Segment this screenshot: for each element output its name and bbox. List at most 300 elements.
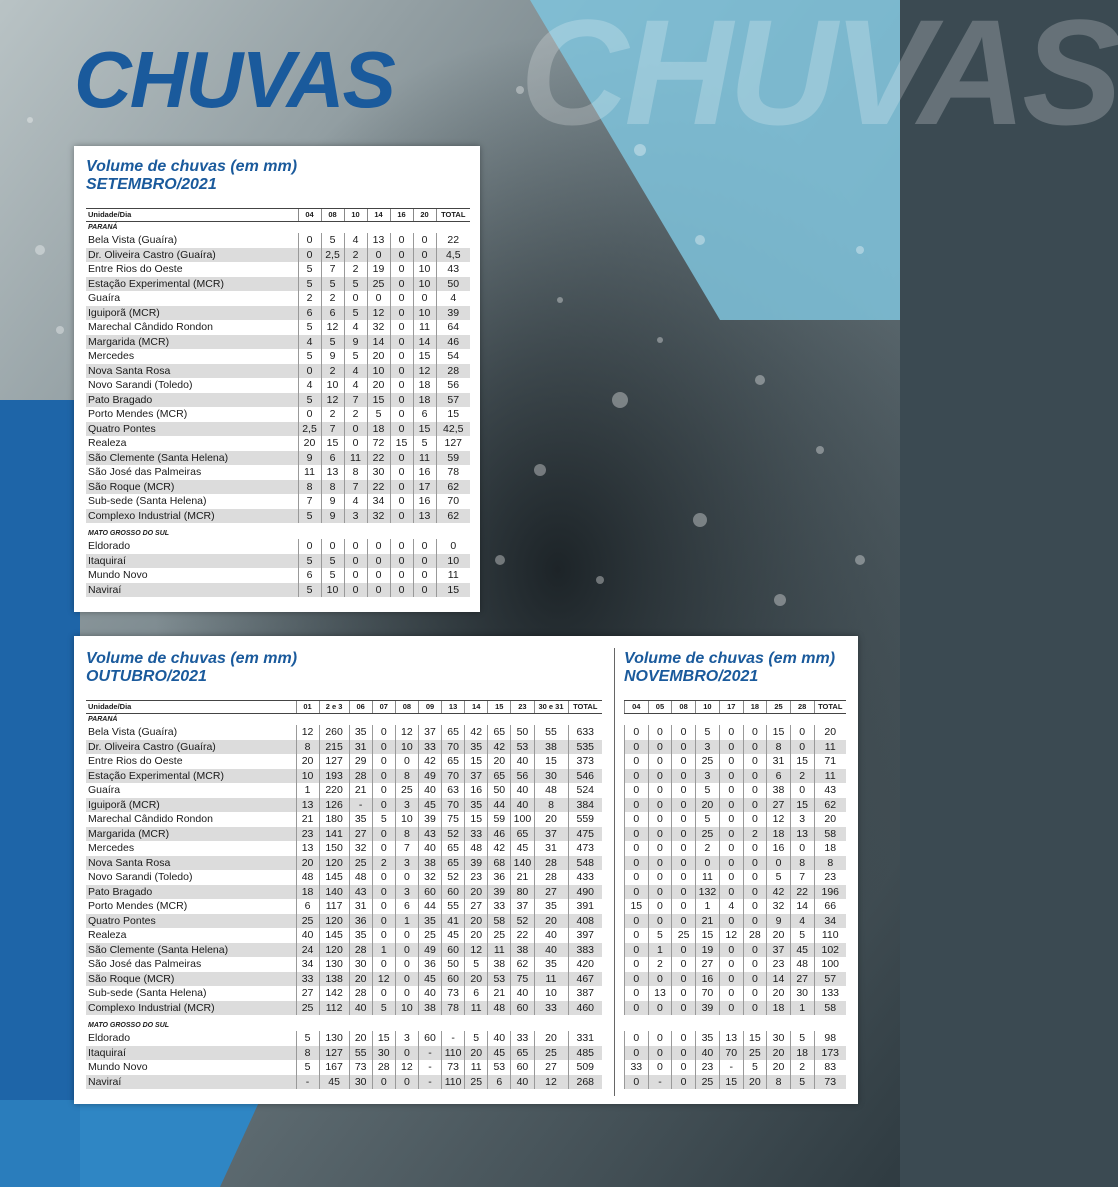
rain-value: 7 — [321, 422, 344, 437]
rain-value: 20 — [296, 754, 319, 769]
rain-value: 15 — [790, 754, 814, 769]
rain-value: 14 — [790, 899, 814, 914]
rain-value: 68 — [488, 856, 511, 871]
rain-value: 0 — [390, 262, 413, 277]
rain-value: 73 — [814, 1075, 846, 1090]
rain-value: 11 — [413, 451, 436, 466]
table-row — [86, 349, 470, 364]
section-header — [86, 528, 470, 539]
rain-value: 9 — [344, 335, 367, 350]
rain-value: 0 — [719, 812, 743, 827]
rain-value: 12 — [719, 928, 743, 943]
table-row — [625, 754, 847, 769]
table-row — [625, 986, 847, 1001]
table-row — [86, 783, 602, 798]
rain-value: 2 — [743, 827, 767, 842]
rain-value: 0 — [372, 725, 395, 740]
rain-value: 0 — [648, 885, 672, 900]
rain-value: 467 — [568, 972, 602, 987]
rain-value: 0 — [743, 783, 767, 798]
unit-name: Mundo Novo — [88, 1061, 148, 1073]
unit-name: São Roque (MCR) — [86, 972, 296, 987]
table-row — [86, 364, 470, 379]
column-header: 15 — [488, 701, 511, 714]
rain-value: 52 — [442, 870, 465, 885]
rain-value: 60 — [418, 885, 441, 900]
rain-value: 31 — [534, 841, 568, 856]
rain-value: 0 — [648, 783, 672, 798]
unit-name: Realeza — [88, 437, 127, 449]
rain-value: 0 — [625, 812, 649, 827]
rain-value: 10 — [367, 364, 390, 379]
rain-value: 31 — [767, 754, 791, 769]
rain-value: 0 — [648, 1046, 672, 1061]
rain-value: 2 — [790, 769, 814, 784]
rain-value: 1 — [695, 899, 719, 914]
rain-value: 40 — [296, 928, 319, 943]
rain-value: 15 — [695, 928, 719, 943]
rain-value: 132 — [695, 885, 719, 900]
rain-value: 20 — [814, 725, 846, 740]
rain-value: 30 — [349, 1075, 372, 1090]
rain-value: 60 — [418, 1031, 441, 1046]
table-header-row — [86, 701, 602, 714]
rain-value: 2 — [790, 1060, 814, 1075]
table-row — [86, 856, 602, 871]
rain-value: 0 — [625, 841, 649, 856]
rain-value: 20 — [767, 1046, 791, 1061]
rain-value: 42 — [465, 725, 488, 740]
rain-value: 0 — [719, 740, 743, 755]
rain-value: 0 — [672, 870, 696, 885]
unit-name: Complexo Industrial (MCR) — [86, 1001, 296, 1016]
rain-value: 5 — [413, 436, 436, 451]
rain-value: 32 — [418, 870, 441, 885]
rain-value: 25 — [695, 1075, 719, 1090]
rain-value: 140 — [319, 885, 349, 900]
rain-value: 50 — [436, 277, 470, 292]
rain-value: 0 — [625, 943, 649, 958]
rain-value: 0 — [625, 827, 649, 842]
column-header: 14 — [367, 209, 390, 222]
setembro-title — [86, 158, 297, 194]
rain-value: 70 — [695, 986, 719, 1001]
rain-value: 5 — [695, 812, 719, 827]
rain-value: 0 — [672, 798, 696, 813]
rain-value: 10 — [413, 277, 436, 292]
rain-value: 13 — [296, 841, 319, 856]
unit-name: Realeza — [88, 929, 127, 941]
rain-value: 27 — [767, 798, 791, 813]
rain-value: 41 — [442, 914, 465, 929]
rain-value: 38 — [511, 943, 534, 958]
unit-name: Iguiporã (MCR) — [86, 798, 296, 813]
rain-value: 35 — [534, 899, 568, 914]
setembro-table — [86, 208, 470, 597]
table-row — [86, 1031, 602, 1046]
rain-value: 20 — [367, 349, 390, 364]
rain-value: 55 — [349, 1046, 372, 1061]
rain-value: 0 — [672, 943, 696, 958]
rain-value: 40 — [488, 1031, 511, 1046]
rain-value: 6 — [296, 899, 319, 914]
rain-value: 8 — [767, 1075, 791, 1090]
rain-value: 48 — [465, 841, 488, 856]
rain-value: 36 — [418, 957, 441, 972]
rain-value: 268 — [568, 1075, 602, 1090]
rain-value: 21 — [349, 783, 372, 798]
rain-value: 5 — [790, 1031, 814, 1046]
rain-value: 27 — [534, 885, 568, 900]
novembro-title — [624, 650, 835, 686]
rain-value: 25 — [367, 277, 390, 292]
table-row — [625, 856, 847, 871]
rain-value: 4 — [344, 494, 367, 509]
rain-value: 0 — [648, 914, 672, 929]
rain-value: 53 — [488, 1060, 511, 1075]
unit-name: Sub-sede (Santa Helena) — [88, 987, 207, 999]
rain-value: 48 — [790, 957, 814, 972]
rain-value: 48 — [349, 870, 372, 885]
rain-value: 559 — [568, 812, 602, 827]
rain-value: 2,5 — [298, 422, 321, 437]
rain-value: 62 — [511, 957, 534, 972]
rain-value: 39 — [465, 856, 488, 871]
column-header: 08 — [321, 209, 344, 222]
rain-value: 0 — [625, 870, 649, 885]
rain-value: 59 — [436, 451, 470, 466]
rain-value: 117 — [319, 899, 349, 914]
rain-value: 70 — [436, 494, 470, 509]
rain-value: 65 — [511, 1046, 534, 1061]
rain-value: 32 — [367, 320, 390, 335]
rain-value: 7 — [298, 494, 321, 509]
rain-value: 127 — [319, 1046, 349, 1061]
rain-value: 20 — [534, 812, 568, 827]
rain-value: 20 — [465, 928, 488, 943]
rain-value: 32 — [367, 509, 390, 524]
table-row — [86, 436, 470, 451]
rain-value: 0 — [390, 335, 413, 350]
rain-value: 0 — [743, 957, 767, 972]
unit-name: Margarida (MCR) — [86, 335, 298, 350]
rain-value: - — [418, 1075, 441, 1090]
rain-value: 0 — [367, 248, 390, 263]
rain-value: 331 — [568, 1031, 602, 1046]
rain-value: 0 — [390, 407, 413, 422]
rain-value: 37 — [534, 827, 568, 842]
rain-value: 80 — [511, 885, 534, 900]
rain-value: 20 — [767, 1060, 791, 1075]
rain-value: 56 — [511, 769, 534, 784]
rain-value: 0 — [743, 986, 767, 1001]
table-row — [86, 769, 602, 784]
rain-value: 39 — [488, 885, 511, 900]
rain-value: 71 — [814, 754, 846, 769]
rain-value: 0 — [648, 1001, 672, 1016]
rain-value: 0 — [372, 827, 395, 842]
rain-value: 9 — [321, 349, 344, 364]
rain-value: 0 — [372, 754, 395, 769]
rain-value: 20 — [349, 972, 372, 987]
rain-value: 18 — [767, 827, 791, 842]
section-label: MATO GROSSO DO SUL — [88, 530, 170, 537]
rain-value: 0 — [719, 1001, 743, 1016]
rain-value: 0 — [743, 1001, 767, 1016]
rain-value: 33 — [465, 827, 488, 842]
section-header — [625, 714, 847, 726]
rain-value: 0 — [719, 783, 743, 798]
unit-name: Pato Bragado — [86, 885, 296, 900]
rain-value: 9 — [321, 509, 344, 524]
rain-value: 52 — [511, 914, 534, 929]
rain-value: 6 — [321, 451, 344, 466]
rain-value: 15 — [743, 1031, 767, 1046]
rain-value: 62 — [436, 509, 470, 524]
rain-value: 0 — [372, 899, 395, 914]
unit-name: Guaíra — [88, 292, 121, 304]
table-row — [625, 914, 847, 929]
rain-value: 32 — [349, 841, 372, 856]
rain-value: 2 — [321, 291, 344, 306]
rain-value: 60 — [442, 943, 465, 958]
rain-value: 0 — [672, 1060, 696, 1075]
rain-value: 36 — [349, 914, 372, 929]
rain-value: 31 — [349, 740, 372, 755]
rain-value: 524 — [568, 783, 602, 798]
rain-value: 6 — [395, 899, 418, 914]
rain-value: 0 — [743, 972, 767, 987]
rain-value: 0 — [719, 798, 743, 813]
unit-name: Novo Sarandi (Toledo) — [88, 379, 193, 391]
unit-name: São Clemente (Santa Helena) — [86, 943, 296, 958]
rain-value: 7 — [344, 393, 367, 408]
rain-value: 4 — [298, 378, 321, 393]
rain-value: 0 — [390, 539, 413, 554]
rain-value: 167 — [319, 1060, 349, 1075]
rain-value: 3 — [344, 509, 367, 524]
rain-value: 0 — [625, 972, 649, 987]
rain-value: 20 — [465, 885, 488, 900]
rain-value: 16 — [465, 783, 488, 798]
rain-value: 11 — [465, 1060, 488, 1075]
rain-value: 60 — [511, 1001, 534, 1016]
rain-value: 0 — [672, 725, 696, 740]
rain-value: 0 — [372, 957, 395, 972]
table-row — [86, 568, 470, 583]
rain-value: 0 — [344, 583, 367, 598]
unit-name: Mundo Novo — [88, 569, 148, 581]
table-row — [625, 870, 847, 885]
rain-value: 0 — [625, 754, 649, 769]
rain-value: 49 — [418, 943, 441, 958]
rain-value: 0 — [372, 740, 395, 755]
rain-value: 0 — [648, 899, 672, 914]
rain-value: 0 — [395, 1046, 418, 1061]
rain-value: 5 — [367, 407, 390, 422]
rain-value: 1 — [296, 783, 319, 798]
rain-value: 22 — [367, 451, 390, 466]
rain-value: 10 — [395, 740, 418, 755]
column-header: 10 — [695, 701, 719, 714]
rain-value: 16 — [413, 465, 436, 480]
rain-value: 35 — [465, 798, 488, 813]
column-header: 07 — [372, 701, 395, 714]
rain-value: 0 — [390, 393, 413, 408]
rain-value: 485 — [568, 1046, 602, 1061]
rain-value: 98 — [814, 1031, 846, 1046]
rain-value: 0 — [743, 885, 767, 900]
rain-value: 397 — [568, 928, 602, 943]
rain-value: 0 — [719, 841, 743, 856]
table-row — [86, 554, 470, 569]
rain-value: 43 — [436, 262, 470, 277]
rain-value: 30 — [767, 1031, 791, 1046]
rain-value: 45 — [418, 798, 441, 813]
rain-value: 15 — [534, 754, 568, 769]
rain-value: 0 — [395, 943, 418, 958]
rain-value: 5 — [298, 320, 321, 335]
rain-value: 40 — [418, 986, 441, 1001]
rain-value: 150 — [319, 841, 349, 856]
rain-value: 0 — [648, 798, 672, 813]
unit-name: Bela Vista (Guaíra) — [88, 726, 178, 738]
panel-divider — [614, 648, 615, 1096]
rain-value: 0 — [344, 422, 367, 437]
rain-value: 0 — [648, 769, 672, 784]
rain-value: 0 — [648, 870, 672, 885]
rain-value: 20 — [465, 1046, 488, 1061]
column-header: 13 — [442, 701, 465, 714]
rain-value: 40 — [511, 1075, 534, 1090]
rain-value: - — [296, 1075, 319, 1090]
column-header: 23 — [511, 701, 534, 714]
rain-value: 140 — [511, 856, 534, 871]
rain-value: 44 — [488, 798, 511, 813]
unit-name: Eldorado — [88, 540, 131, 552]
table-row — [625, 1031, 847, 1046]
column-header: 20 — [413, 209, 436, 222]
rain-value: 18 — [814, 841, 846, 856]
rain-value: 0 — [372, 885, 395, 900]
rain-value: 0 — [321, 539, 344, 554]
rain-value: 0 — [648, 725, 672, 740]
rain-value: 0 — [344, 436, 367, 451]
rain-value: 15 — [390, 436, 413, 451]
rain-value: 110 — [442, 1046, 465, 1061]
rain-value: 30 — [534, 769, 568, 784]
rain-value: 546 — [568, 769, 602, 784]
rain-value: 10 — [413, 306, 436, 321]
unit-name: Quatro Pontes — [86, 914, 296, 929]
rain-value: 0 — [625, 769, 649, 784]
rain-value: 5 — [344, 277, 367, 292]
rain-value: 38 — [767, 783, 791, 798]
rain-value: 5 — [296, 1031, 319, 1046]
rain-value: 22 — [436, 233, 470, 248]
rain-value: 0 — [719, 986, 743, 1001]
table-row — [625, 928, 847, 943]
rain-value: 48 — [296, 870, 319, 885]
rain-value: 27 — [465, 899, 488, 914]
rain-value: 180 — [319, 812, 349, 827]
rain-value: 28 — [349, 943, 372, 958]
table-row — [86, 1060, 602, 1075]
rain-value: 6 — [298, 568, 321, 583]
rain-value: 23 — [296, 827, 319, 842]
rain-value: 112 — [319, 1001, 349, 1016]
rain-value: 5 — [298, 509, 321, 524]
rain-value: 11 — [814, 769, 846, 784]
rain-value: 65 — [442, 754, 465, 769]
rain-value: 18 — [413, 393, 436, 408]
rain-value: 1 — [648, 943, 672, 958]
rain-value: 0 — [672, 841, 696, 856]
table-row — [86, 725, 602, 740]
rain-value: 387 — [568, 986, 602, 1001]
section-header — [86, 1020, 602, 1031]
rain-value: 10 — [395, 812, 418, 827]
table-row — [625, 943, 847, 958]
rain-value: 5 — [298, 349, 321, 364]
rain-value: - — [349, 798, 372, 813]
rain-value: 25 — [743, 1046, 767, 1061]
rain-value: 20 — [367, 378, 390, 393]
rain-value: 0 — [790, 740, 814, 755]
rain-value: 0 — [390, 568, 413, 583]
unit-name: Pato Bragado — [86, 393, 298, 408]
rain-value: 8 — [790, 856, 814, 871]
rain-value: 40 — [511, 798, 534, 813]
table-row — [625, 783, 847, 798]
rain-value: 0 — [413, 291, 436, 306]
unit-name: Itaquiraí — [86, 554, 298, 569]
rain-value: 43 — [418, 827, 441, 842]
rain-value: 0 — [390, 277, 413, 292]
rain-value: 15 — [413, 422, 436, 437]
rain-value: 5 — [321, 277, 344, 292]
rain-value: 0 — [790, 841, 814, 856]
rain-value: 35 — [534, 957, 568, 972]
rain-value: 3 — [395, 856, 418, 871]
setembro-title-line2: SETEMBRO/2021 — [86, 176, 217, 193]
rain-value: 433 — [568, 870, 602, 885]
rain-value: - — [719, 1060, 743, 1075]
rain-value: 50 — [488, 783, 511, 798]
rain-value: 0 — [395, 986, 418, 1001]
rain-value: 12 — [296, 725, 319, 740]
rain-value: 0 — [672, 740, 696, 755]
rain-value: 0 — [344, 554, 367, 569]
rain-value: 0 — [743, 754, 767, 769]
rain-value: 36 — [488, 870, 511, 885]
rain-value: 5 — [743, 1060, 767, 1075]
rain-value: 33 — [488, 899, 511, 914]
rain-value: 5 — [790, 928, 814, 943]
rain-value: 31 — [349, 899, 372, 914]
rain-value: 7 — [790, 870, 814, 885]
rain-value: 5 — [321, 568, 344, 583]
rain-value: 5 — [296, 1060, 319, 1075]
rain-value: 548 — [568, 856, 602, 871]
unit-name: São Roque (MCR) — [86, 480, 298, 495]
rain-value: 0 — [298, 407, 321, 422]
rain-value: 20 — [743, 1075, 767, 1090]
rain-value: 0 — [390, 509, 413, 524]
rain-value: 11 — [413, 320, 436, 335]
section-header — [86, 714, 602, 726]
rain-value: 0 — [625, 885, 649, 900]
